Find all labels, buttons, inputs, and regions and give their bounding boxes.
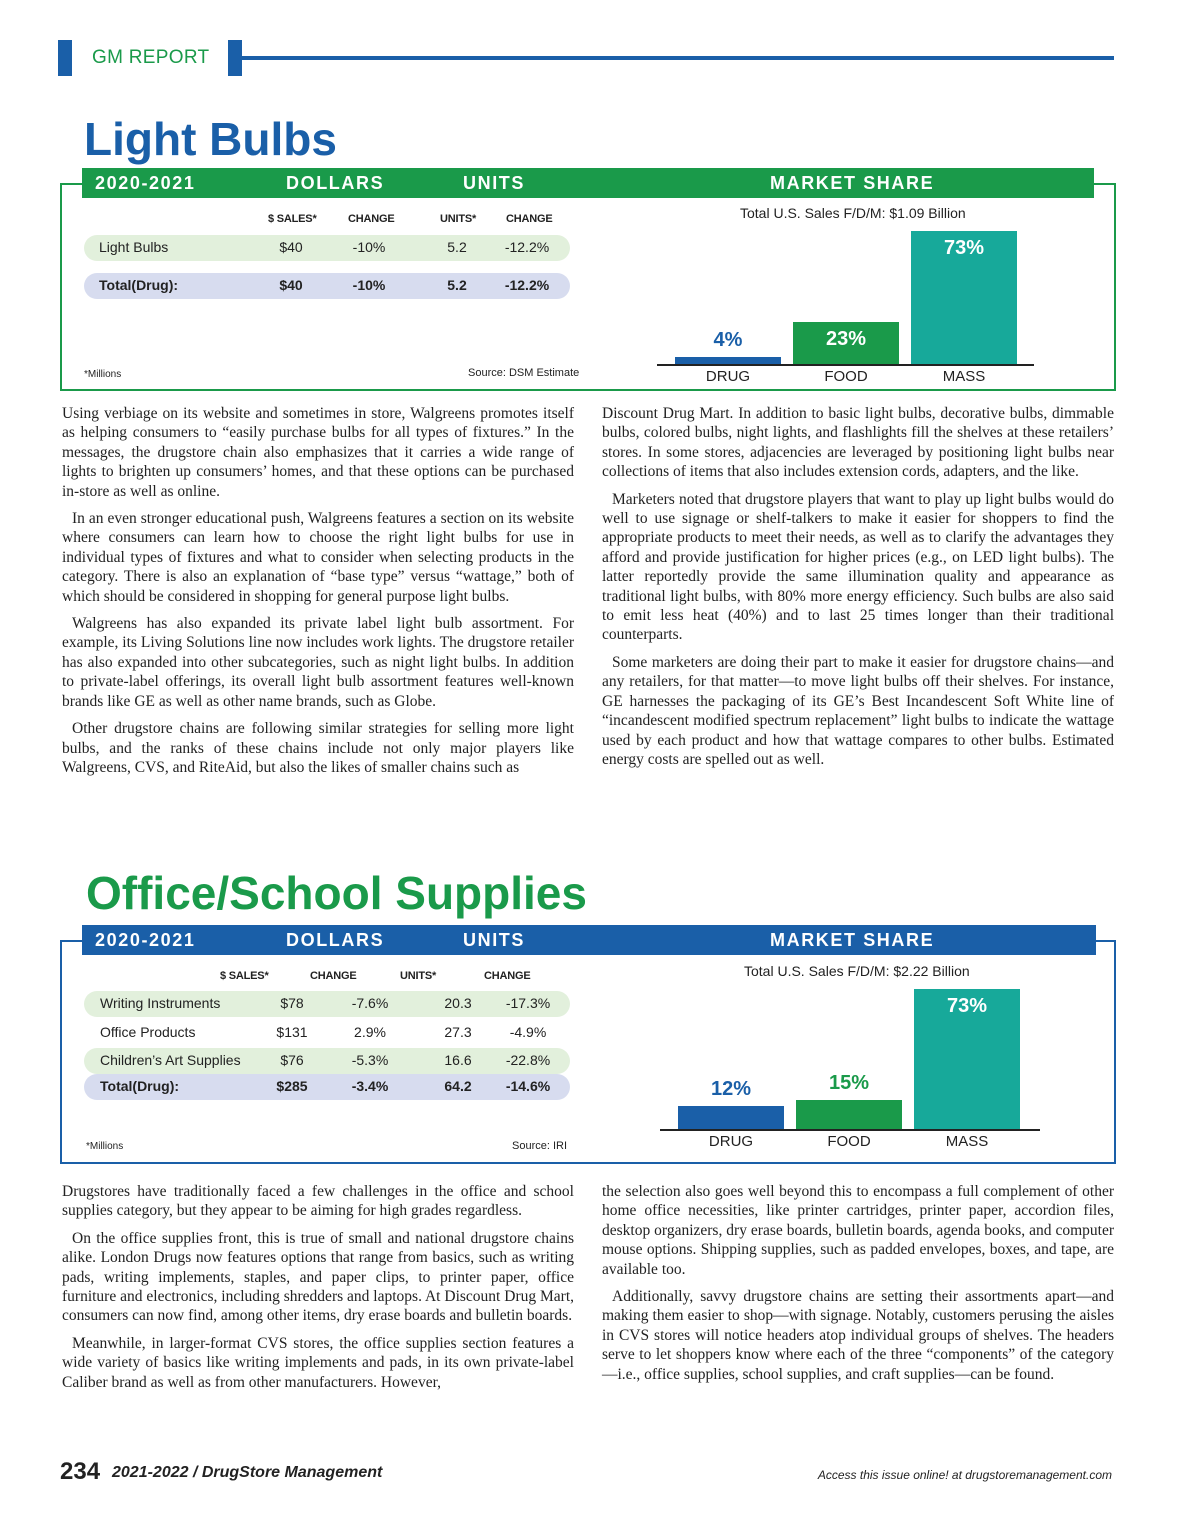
bar-value-label: 23% (825, 328, 867, 350)
header-rule (242, 56, 1114, 60)
total-sales: $285 (276, 1078, 308, 1094)
total-units: 5.2 (447, 277, 467, 293)
bar-food (796, 1100, 902, 1129)
chart-title: Total U.S. Sales F/D/M: $1.09 Billion (740, 205, 966, 221)
chart-title: Total U.S. Sales F/D/M: $2.22 Billion (744, 963, 970, 979)
col-change: CHANGE (484, 970, 531, 982)
row-change: -12.2% (504, 239, 550, 255)
bar-value-label: 73% (943, 237, 985, 259)
office-header-bar (82, 925, 1096, 955)
bar-drug (678, 1106, 784, 1129)
header-accent-bar (58, 40, 72, 76)
row-change: -17.3% (505, 995, 551, 1011)
light-bulbs-header-bar (82, 168, 1094, 198)
row-change: -7.6% (351, 995, 389, 1011)
magazine-name: 2021-2022 / DrugStore Management (112, 1464, 383, 1481)
bar-drug (675, 357, 781, 364)
paragraph: Marketers noted that drugstore players that want to play up light bulbs would do well to use signage or shelf-talkers to make it easier for shoppers to find the appropriate products to meet their needs, as well as to clarify the advantages they afford and provide justification for higher prices (e.g., on LED light bulbs). The latter reportedly provide the same illumination quality and appearance as traditional light bulbs, with 80% more energy efficiency. Such bulbs are also said to emit less heat (40%) and to last 25 times longer than their traditional counterparts. (602, 490, 1114, 644)
article-column-left (62, 404, 574, 785)
paragraph: the selection also goes well beyond this to encompass a full complement of other home office necessities, like printer cartridges, printer paper, accordion files, desktop organizers, dry erase boards, bulletin boards, agenda books, and computer mouse options. Shipping supplies, such as padded envelopes, boxes, and tape, are available too. (602, 1183, 1114, 1278)
header-accent-bar (228, 40, 242, 76)
millions-note: *Millions (84, 369, 122, 380)
page-number: 234 (60, 1458, 101, 1485)
row-sales: $131 (276, 1024, 308, 1040)
period-label: 2020-2021 (95, 930, 196, 950)
row-name: Office Products (100, 1024, 196, 1040)
paragraph: Walgreens has also expanded its private label light bulb assortment. For example, its Living Solutions line now includes work lights. The drugstore retailer has also expanded into other subcategories, such as night light bulbs. In addition to private-label offerings, its overall light bulb assortment features well-known brands like GE as well as other name brands, such as Globe. (62, 615, 574, 710)
paragraph: In an even stronger educational push, Walgreens features a section on its website where consumers can learn how to choose the right light bulbs for use in individual types of fixtures and what to consider when selecting products in the category. There is also an explanation of “base type” versus “wattage,” both of which should be considered in shopping for general purpose light bulbs. (62, 510, 574, 605)
row-change: -4.9% (509, 1024, 547, 1040)
total-row (84, 1074, 570, 1100)
col-units: UNITS* (440, 213, 477, 225)
category-label: FOOD (824, 368, 868, 385)
row-change: 2.9% (354, 1024, 386, 1040)
article-column-left (62, 1182, 574, 1400)
total-change: -3.4% (351, 1078, 389, 1094)
total-name: Total(Drug): (99, 277, 179, 293)
dollars-label: DOLLARS (286, 173, 385, 193)
source-note: Source: DSM Estimate (468, 367, 580, 379)
total-sales: $40 (279, 277, 303, 293)
millions-note: *Millions (86, 1141, 124, 1152)
row-name: Writing Instruments (100, 995, 221, 1011)
category-label: DRUG (705, 368, 751, 385)
col-change: CHANGE (348, 213, 395, 225)
row-change: -5.3% (351, 1052, 389, 1068)
row-units: 16.6 (444, 1052, 472, 1068)
total-change: -10% (352, 277, 386, 293)
article-column-right (602, 404, 1114, 777)
table-row (84, 1020, 570, 1046)
units-label: UNITS (463, 173, 525, 193)
bar-value-label: 12% (710, 1078, 752, 1100)
total-change: -14.6% (505, 1078, 551, 1094)
period-label: 2020-2021 (95, 173, 196, 193)
paragraph: Other drugstore chains are following similar strategies for selling more light bulbs, and the ranks of these chains include not only major players like Walgreens, CVS, and RiteAid, but also the likes of smaller chains such as (62, 720, 574, 776)
row-sales: $40 (279, 239, 303, 255)
total-name: Total(Drug): (100, 1078, 180, 1094)
col-change: CHANGE (310, 970, 357, 982)
row-name: Children’s Art Supplies (100, 1052, 241, 1068)
total-row (84, 273, 570, 299)
dollars-label: DOLLARS (286, 930, 385, 950)
category-label: MASS (945, 1133, 989, 1150)
bar-value-label: 4% (713, 329, 743, 351)
row-units: 20.3 (444, 995, 472, 1011)
units-label: UNITS (463, 930, 525, 950)
category-label: DRUG (708, 1133, 754, 1150)
row-units: 27.3 (444, 1024, 472, 1040)
row-change: -22.8% (505, 1052, 551, 1068)
total-change: -12.2% (504, 277, 550, 293)
table-row (84, 235, 570, 261)
col-sales: $ SALES* (268, 213, 317, 225)
paragraph: Some marketers are doing their part to make it easier for drugstore chains—and any retailers, for that matter—to move light bulbs off their shelves. For instance, GE harnesses the packaging of its GE’s Best Incandescent Soft White line of “incandescent modified spectrum replacement” light bulbs to indicate the wattage used by each product and how that wattage compares to other bulbs. Estimated energy costs are spelled out as well. (602, 653, 1114, 768)
row-sales: $76 (280, 1052, 304, 1068)
bar-value-label: 15% (828, 1072, 870, 1094)
paragraph: Additionally, savvy drugstore chains are setting their assortments apart—and making them easier to shop—with signage. Notably, customers perusing the aisles in CVS stores will notice headers atop individual groups of shelves. The headers serve to let shoppers know where each of the three “components” of the category—i.e., office supplies, school supplies, and craft supplies—can be found. (602, 1288, 1114, 1383)
bar-value-label: 73% (946, 995, 988, 1017)
row-change: -10% (352, 239, 386, 255)
row-name: Light Bulbs (99, 239, 169, 255)
paragraph: Using verbiage on its website and sometimes in store, Walgreens promotes itself as helping consumers to “easily purchase bulbs for all types of fixtures.” In the messages, the drugstore chain also emphasizes that it carries a wide range of lights to brighten up consumers’ homes, and that these options can be purchased in-store as well as online. (62, 405, 574, 500)
source-note: Source: IRI (512, 1140, 568, 1152)
col-change: CHANGE (506, 213, 553, 225)
paragraph: Meanwhile, in larger-format CVS stores, the office supplies section features a wide variety of basics like writing implements and pads, in its own private-label Caliber brand as well as from other manufacturers. However, (62, 1334, 574, 1391)
col-units: UNITS* (400, 970, 437, 982)
x-axis (660, 1129, 1040, 1131)
market-share-label: MARKET SHARE (770, 173, 935, 193)
paragraph: On the office supplies front, this is true of small and national drugstore chains alike. London Drugs now features options that range from basics, such as writing pads, writing implements, staples, and paper clips, to printer paper, office furniture and electronics, including shredders and laptops. At Discount Drug Mart, consumers can now find, among other items, dry erase boards and bulletin boards. (62, 1229, 574, 1325)
col-sales: $ SALES* (220, 970, 269, 982)
light-bulbs-title: Light Bulbs (84, 113, 337, 165)
row-units: 5.2 (447, 239, 467, 255)
article-column-right (602, 1182, 1114, 1392)
market-share-label: MARKET SHARE (770, 930, 935, 950)
table-row (84, 991, 570, 1017)
section-label: GM REPORT (92, 47, 210, 68)
row-sales: $78 (280, 995, 304, 1011)
category-label: MASS (942, 368, 986, 385)
x-axis (657, 364, 1034, 366)
online-access-link[interactable]: Access this issue online! at drugstoremanagement.com (817, 1468, 1112, 1482)
category-label: FOOD (827, 1133, 871, 1150)
total-units: 64.2 (444, 1078, 472, 1094)
office-supplies-title: Office/School Supplies (86, 867, 587, 919)
table-row (84, 1048, 570, 1074)
paragraph: Discount Drug Mart. In addition to basic light bulbs, decorative bulbs, dimmable bulbs, colored bulbs, night lights, and flashlights fill the shelves at these retailers’ stores. In some stores, adjacencies are leveraged by positioning light bulbs near collections of items that also includes extension cords, adapters, and the like. (602, 405, 1114, 481)
paragraph: Drugstores have traditionally faced a few challenges in the office and school supplies category, but they appear to be aiming for high grades regardless. (62, 1183, 574, 1220)
